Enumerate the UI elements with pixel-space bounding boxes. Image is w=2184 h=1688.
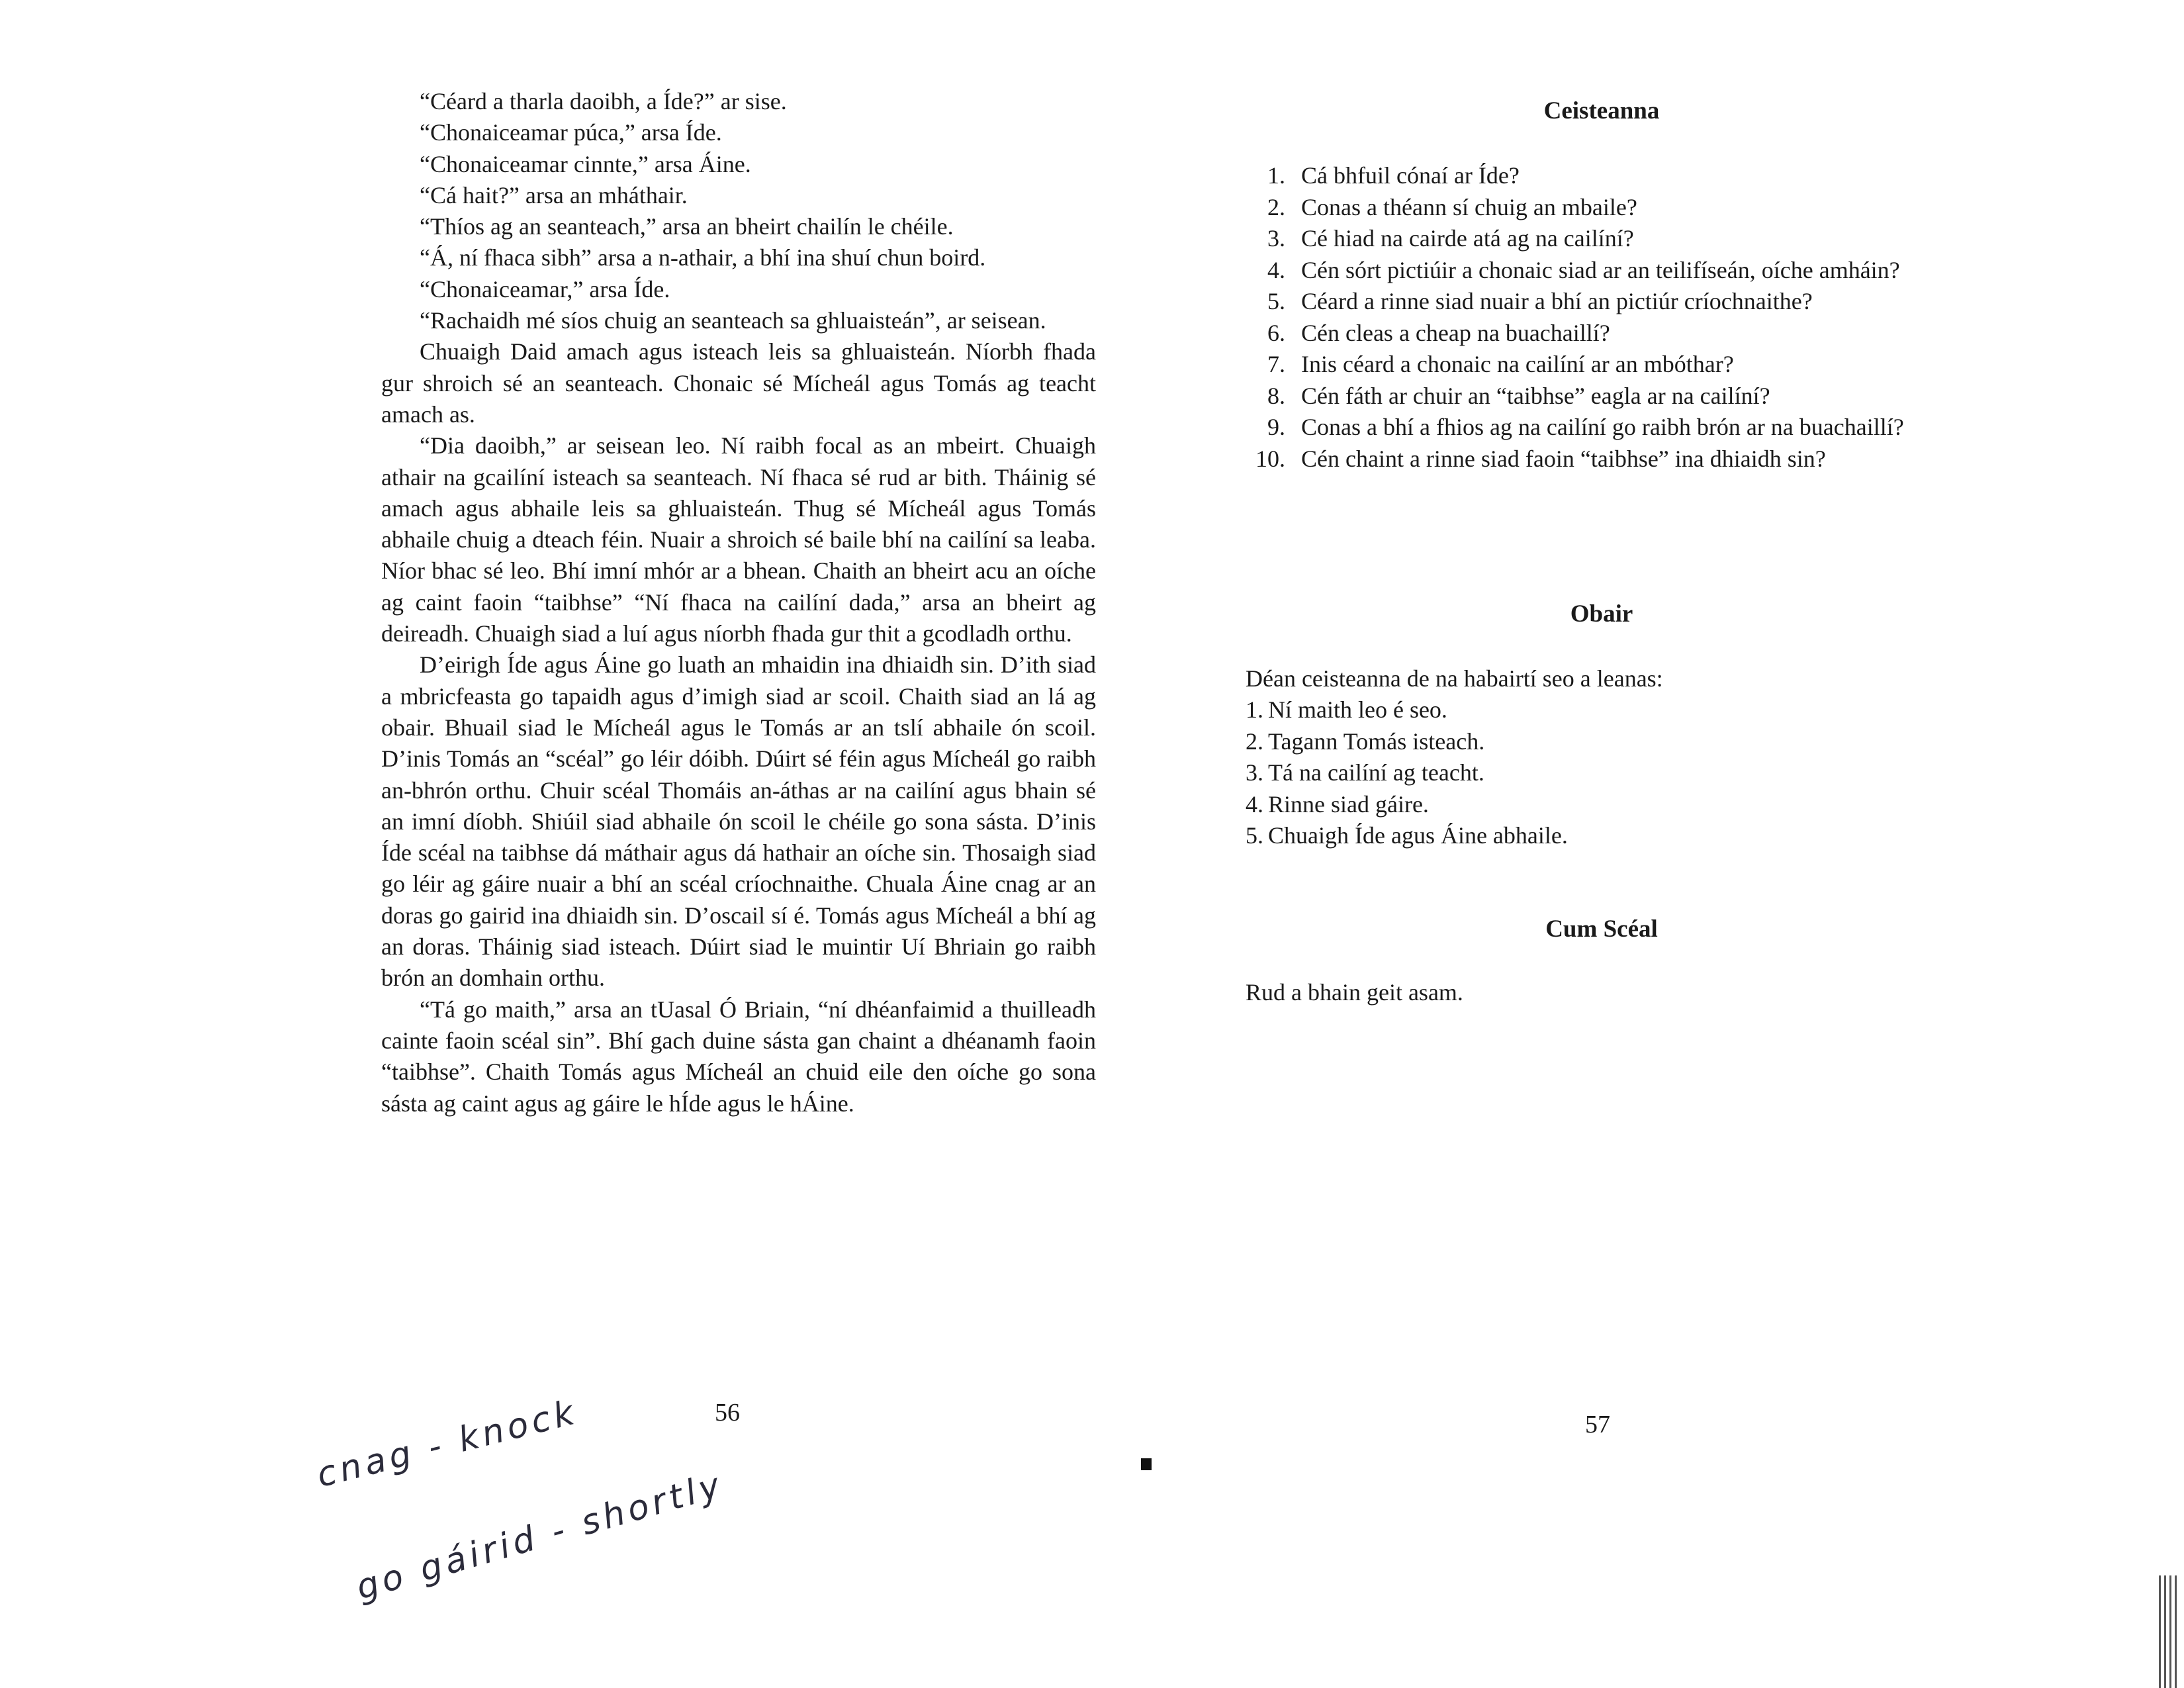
scan-edge-lines [2159, 1575, 2179, 1688]
question-item-number: 1. [1267, 162, 1285, 189]
question-item-text: Cén chaint a rinne siad faoin “taibhse” ina dhiaidh sin? [1301, 445, 1826, 472]
questions-heading: Ceisteanna [1543, 97, 1660, 124]
story-paragraph: “Á, ní fhaca sibh” arsa a n-athair, a bhí ina shuí chun boird. [420, 244, 986, 271]
question-item-text: Inis céard a chonaic na cailíní ar an mbóthar? [1301, 351, 1734, 377]
question-item-number: 4. [1267, 256, 1285, 283]
obair-intro: Déan ceisteanna de na habairtí seo a leanas: [1246, 665, 1663, 692]
question-item [1246, 444, 1960, 475]
question-item-text: Cén cleas a cheap na buachaillí? [1301, 319, 1610, 346]
center-mark [1141, 1458, 1152, 1470]
question-item-text: Céard a rinne siad nuair a bhí an pictiúr críochnaithe? [1301, 288, 1813, 314]
question-item-text: Cén fáth ar chuir an “taibhse” eagla ar na cailíní? [1301, 382, 1770, 409]
obair-item [1232, 789, 1762, 821]
story-paragraph: “Dia daoibh,” ar seisean leo. Ní raibh focal as an mbeirt. Chuaigh athair na gcailíní isteach sa seanteach. Ní fhaca sé rud ar bith. Tháinig sé amach agus abhaile leis sa ghluaisteán. Thug sé Mícheál agus Tomás abhaile chuig a dteach féin. Nuair a shroich sé baile bhí na cailíní sa leaba. Níor bhac sé leo. Bhí imní mhór ar a bhean. Chaith an bheirt acu an oíche ag caint faoin “taibhse” “Ní fhaca na cailíní dada,” arsa an bheirt ag deireadh. Chuaigh siad a luí agus níorbh fhada gur thit a gcodladh orthu. [381, 432, 1096, 647]
question-item [1246, 160, 1960, 192]
story-text [381, 86, 1096, 1119]
story-paragraph: D’eirigh Íde agus Áine go luath an mhaidin ina dhiaidh sin. D’ith siad a mbricfeasta go tapaidh agus d’imigh siad ar scoil. Chaith siad an lá ag obair. Bhuail siad le Mícheál agus le Tomás ar an tslí abhaile ón scoil. D’inis Tomás an “scéal” go léir dóibh. Dúirt sé féin agus Mícheál go raibh an-bhrón orthu. Chuir scéal Thomáis an-áthas ar na cailíní agus bhain sé an imní díobh. Shiúil siad abhaile ón scoil le chéile go sona sásta. D’inis Íde scéal na taibhse dá máthair agus dá hathair an oíche sin. Thosaigh siad go léir ag gáire nuair a bhí an scéal críochnaithe. Chuala Áine cnag ar an doras go gairid ina dhiaidh sin. D’oscail sí é. Tomás agus Mícheál a bhí ag an doras. Tháinig siad isteach. Dúirt siad le muintir Uí Bhriain go raibh brón an domhain orthu. [381, 651, 1096, 992]
handwritten-note: cnag - knock [312, 1392, 582, 1496]
page-number-right: 57 [1585, 1411, 1610, 1438]
obair-item [1232, 726, 1762, 758]
question-item-number: 8. [1267, 382, 1285, 409]
obair-item-number: 2. [1246, 727, 1263, 755]
story-paragraph: “Céard a tharla daoibh, a Íde?” ar sise. [420, 88, 787, 115]
question-item [1246, 255, 1960, 287]
question-item-text: Conas a bhí a fhios ag na cailíní go raibh brón ar na buachaillí? [1301, 414, 1904, 440]
question-item [1246, 286, 1960, 318]
question-item-number: 3. [1267, 225, 1285, 252]
obair-item-text: Tagann Tomás isteach. [1268, 727, 1485, 755]
obair-item [1232, 694, 1762, 726]
obair-heading: Obair [1570, 600, 1633, 628]
questions-list [1246, 160, 1960, 475]
question-item-number: 9. [1267, 414, 1285, 440]
question-item [1246, 318, 1960, 350]
question-item-text: Cé hiad na cairde atá ag na cailíní? [1301, 225, 1634, 252]
question-item-text: Cén sórt pictiúir a chonaic siad ar an teilifíseán, oíche amháin? [1301, 256, 1900, 283]
story-paragraph: “Rachaidh mé síos chuig an seanteach sa ghluaisteán”, ar seisean. [420, 307, 1046, 334]
question-item-number: 6. [1267, 319, 1285, 346]
question-item [1246, 349, 1960, 381]
story-paragraph: “Thíos ag an seanteach,” arsa an bheirt chailín le chéile. [420, 213, 954, 240]
page-number-left: 56 [715, 1399, 740, 1427]
question-item [1246, 412, 1960, 444]
obair-list [1232, 694, 1762, 852]
story-paragraph: Chuaigh Daid amach agus isteach leis sa ghluaisteán. Níorbh fhada gur shroich sé an seanteach. Chonaic sé Mícheál agus Tomás ag teacht amach as. [381, 338, 1096, 428]
obair-item-text: Ní maith leo é seo. [1268, 696, 1447, 723]
question-item-number: 2. [1267, 193, 1285, 220]
cum-sceal-heading: Cum Scéal [1545, 915, 1658, 943]
question-item [1246, 223, 1960, 255]
question-item-text: Conas a théann sí chuig an mbaile? [1301, 193, 1637, 220]
obair-item-number: 4. [1246, 790, 1263, 818]
obair-item-text: Chuaigh Íde agus Áine abhaile. [1268, 822, 1568, 849]
obair-item-number: 5. [1246, 822, 1263, 849]
story-paragraph: “Tá go maith,” arsa an tUasal Ó Briain, “ní dhéanfaimid a thuilleadh cainte faoin scéal sin”. Bhí gach duine sásta gan chaint a dhéanamh faoin “taibhse”. Chaith Tomás agus Mícheál an chuid eile den oíche go sona sásta ag caint agus ag gáire le hÍde agus le hÁine. [381, 996, 1096, 1117]
question-item-number: 5. [1267, 288, 1285, 314]
obair-item [1232, 757, 1762, 789]
question-item [1246, 381, 1960, 412]
obair-item-number: 1. [1246, 696, 1263, 723]
question-item-number: 10. [1255, 445, 1285, 472]
obair-item-number: 3. [1246, 759, 1263, 786]
obair-item-text: Rinne siad gáire. [1268, 790, 1429, 818]
obair-item-text: Tá na cailíní ag teacht. [1268, 759, 1484, 786]
handwritten-note: go gáirid - shortly [351, 1464, 729, 1608]
question-item [1246, 192, 1960, 224]
story-paragraph: “Cá hait?” arsa an mháthair. [420, 181, 688, 209]
question-item-number: 7. [1267, 351, 1285, 377]
story-paragraph: “Chonaiceamar,” arsa Íde. [420, 275, 670, 303]
cum-sceal-prompt: Rud a bhain geit asam. [1246, 979, 1463, 1006]
story-paragraph: “Chonaiceamar cinnte,” arsa Áine. [420, 150, 751, 177]
obair-item [1232, 820, 1762, 852]
question-item-text: Cá bhfuil cónaí ar Íde? [1301, 162, 1520, 189]
story-paragraph: “Chonaiceamar púca,” arsa Íde. [420, 119, 722, 146]
